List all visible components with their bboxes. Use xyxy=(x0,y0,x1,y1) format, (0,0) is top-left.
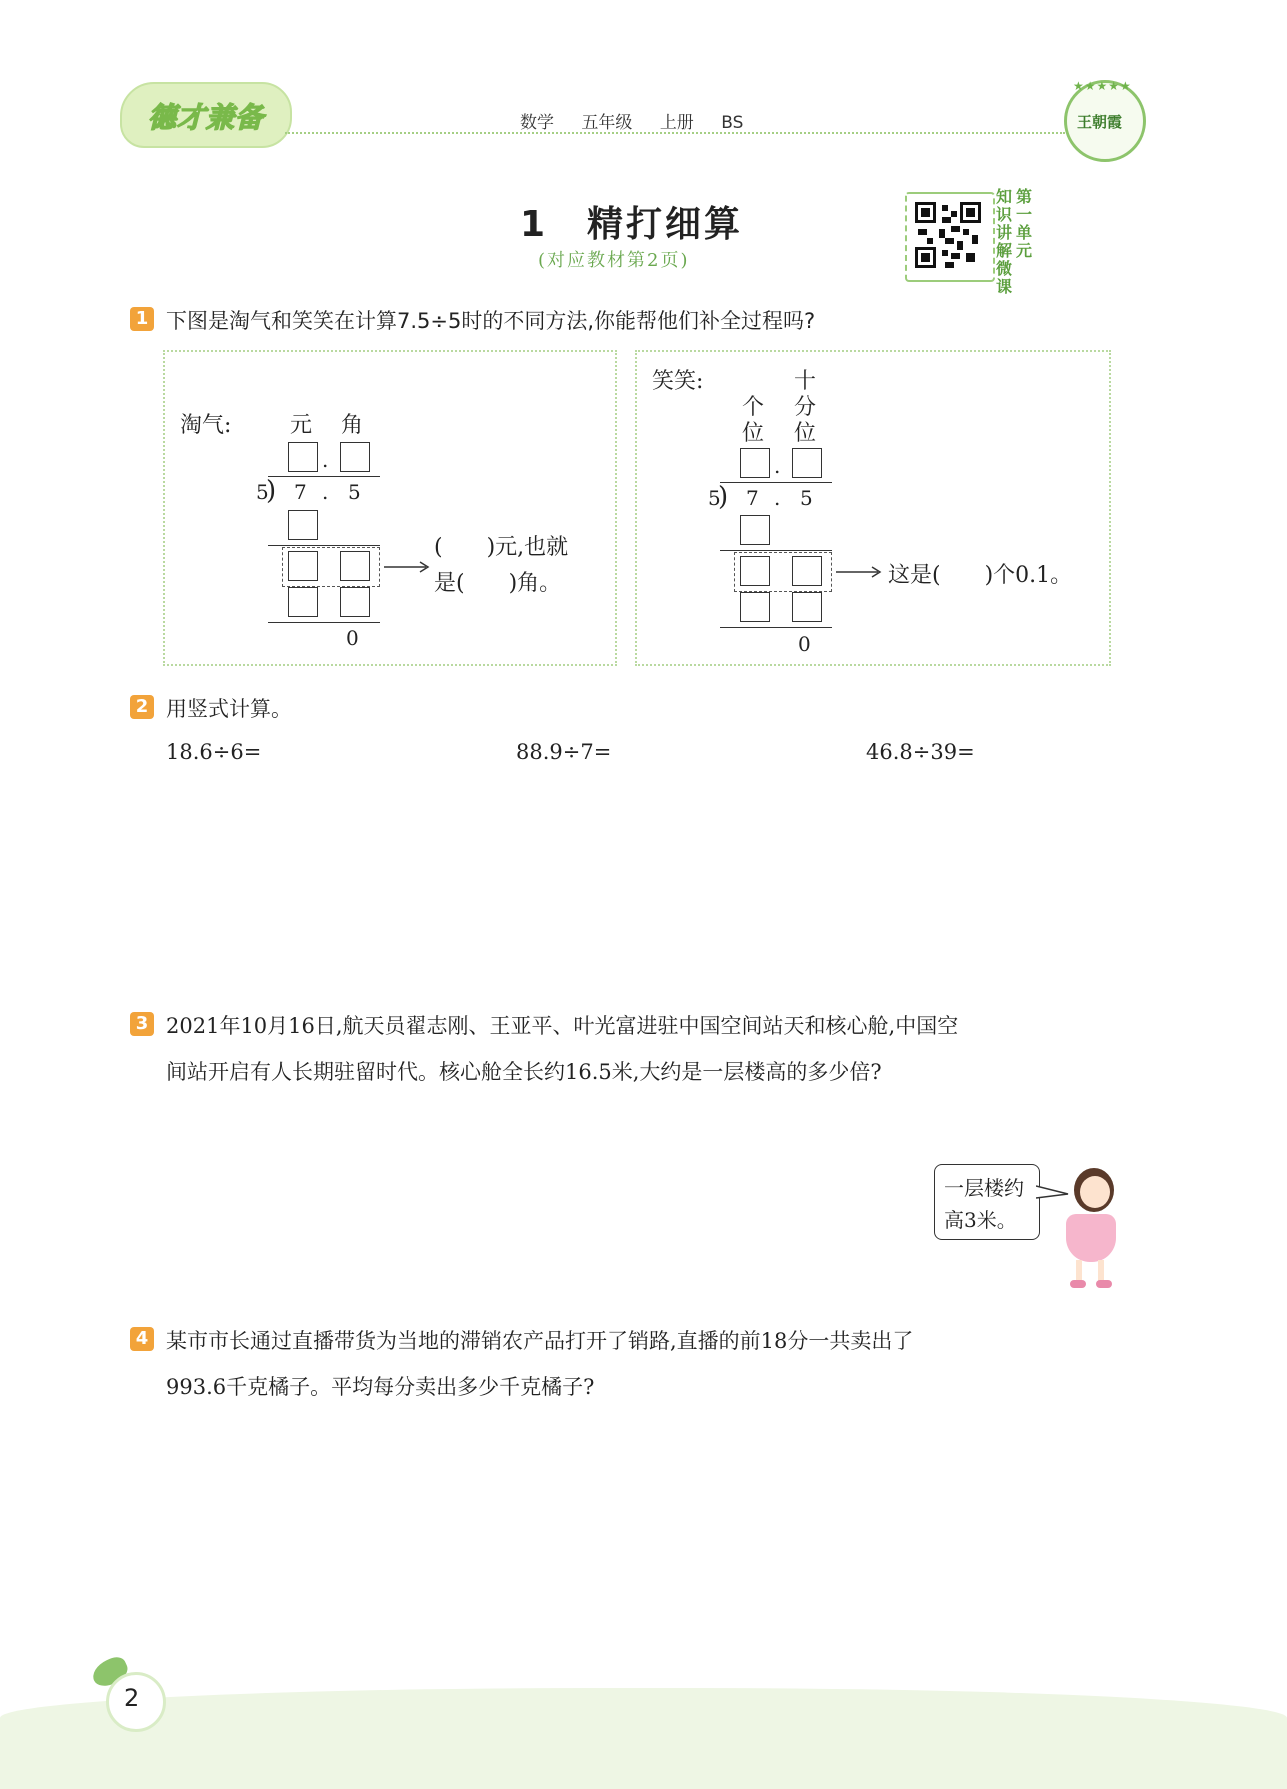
quotient-dot: . xyxy=(322,448,329,472)
ones-label-line2: 位 xyxy=(742,421,765,446)
question-1-text: 下图是淘气和笑笑在计算7.5÷5时的不同方法,你能帮他们补全过程吗? xyxy=(166,309,816,333)
remainder-box-2[interactable] xyxy=(340,551,370,581)
ones-label-line1: 个 xyxy=(742,395,765,420)
qr-code-icon[interactable] xyxy=(915,202,981,268)
quotient-dot-r: . xyxy=(774,454,781,478)
question-4-line2: 993.6千克橘子。平均每分卖出多少千克橘子? xyxy=(166,1375,595,1399)
girl-face-icon xyxy=(1080,1176,1110,1208)
quotient-box-ones-r[interactable] xyxy=(740,448,770,478)
yuan-column-label: 元 xyxy=(290,413,313,438)
bubble-line-2: 高3米。 xyxy=(944,1208,1017,1232)
xiaoxiao-label: 笑笑: xyxy=(652,369,704,394)
product-box-2b[interactable] xyxy=(340,587,370,617)
question-number-2: 2 xyxy=(130,695,154,719)
subtraction-line-2 xyxy=(268,622,380,623)
stars-icon: ★★★★★ xyxy=(1073,79,1132,93)
product-box-2a-r[interactable] xyxy=(740,592,770,622)
volume-label: 上册 xyxy=(659,113,694,133)
brand-text: 德才兼备 xyxy=(148,101,265,134)
arrow-icon-r xyxy=(836,565,884,579)
tenths-count-text: 这是( )个0.1。 xyxy=(888,563,1073,588)
tenths-label-line1: 分 xyxy=(794,395,817,420)
footer-band xyxy=(0,1688,1287,1789)
subject-label: 数学 xyxy=(520,113,554,133)
jiao-column-label: 角 xyxy=(341,413,364,438)
header-info xyxy=(520,108,765,133)
final-remainder-r: 0 xyxy=(798,632,811,656)
dividend-dot-r: . xyxy=(774,486,781,510)
page-title: 1 精打细算 xyxy=(520,204,744,245)
remainder-box-1-r[interactable] xyxy=(740,556,770,586)
product-box-r[interactable] xyxy=(740,515,770,545)
dividend-int-r: 7 xyxy=(746,486,759,510)
jiao-blank-text: 是( )角。 xyxy=(434,571,562,596)
unit-label-green: 第 一 单 元 xyxy=(1016,187,1033,260)
remainder-box-1[interactable] xyxy=(288,551,318,581)
taoqi-panel xyxy=(163,350,617,666)
dividend-int: 7 xyxy=(294,480,307,504)
bubble-line-1: 一层楼约 xyxy=(944,1176,1024,1200)
remainder-box-2-r[interactable] xyxy=(792,556,822,586)
xiaoxiao-panel xyxy=(635,350,1111,666)
question-4-line1: 某市市长通过直播带货为当地的滞销农产品打开了销路,直播的前18分一共卖出了 xyxy=(166,1329,914,1353)
dividend-dec: 5 xyxy=(348,480,361,504)
question-3-line2: 间站开启有人长期驻留时代。核心舱全长约16.5米,大约是一层楼高的多少倍? xyxy=(166,1060,882,1084)
division-bracket-line xyxy=(268,476,380,477)
question-number-1: 1 xyxy=(130,307,154,331)
question-2-text: 用竖式计算。 xyxy=(166,697,292,721)
girl-shoe-icon xyxy=(1096,1280,1112,1288)
product-box-2a[interactable] xyxy=(288,587,318,617)
question-number-4: 4 xyxy=(130,1327,154,1351)
final-remainder: 0 xyxy=(346,626,359,650)
badge-name: 王朝霞 xyxy=(1077,113,1123,131)
bubble-tail xyxy=(1036,1182,1070,1202)
subtraction-line-1-r xyxy=(720,550,832,551)
tenths-label-line0: 十 xyxy=(794,369,817,394)
subtraction-line-1 xyxy=(268,545,380,546)
question-3-line1: 2021年10月16日,航天员翟志刚、王亚平、叶光富进驻中国空间站天和核心舱,中国空 xyxy=(166,1014,959,1038)
divisor: 5 xyxy=(256,480,269,504)
quotient-box-ones[interactable] xyxy=(288,442,318,472)
problem-1: 18.6÷6= xyxy=(166,740,262,764)
problem-3: 46.8÷39= xyxy=(866,740,975,764)
yuan-blank-text: ( )元,也就 xyxy=(434,535,569,560)
division-bracket-r: ) xyxy=(718,482,729,512)
dividend-dot: . xyxy=(322,480,329,504)
page-subtitle: (对应教材第2页) xyxy=(538,250,690,271)
quotient-box-tenths[interactable] xyxy=(340,442,370,472)
divisor-r: 5 xyxy=(708,486,721,510)
division-bracket-line-r xyxy=(720,482,832,483)
author-badge xyxy=(1064,80,1146,162)
problem-2: 88.9÷7= xyxy=(516,740,612,764)
tenths-label-line2: 位 xyxy=(794,421,817,446)
microlesson-label: 知 识 讲 解 微 课 xyxy=(996,187,1013,296)
product-box[interactable] xyxy=(288,510,318,540)
girl-dress-icon xyxy=(1066,1214,1116,1262)
division-bracket: ) xyxy=(266,476,277,506)
product-box-2b-r[interactable] xyxy=(792,592,822,622)
arrow-icon xyxy=(384,560,432,574)
girl-shoe-icon xyxy=(1070,1280,1086,1288)
page-number: 2 xyxy=(124,1684,140,1712)
subtraction-line-2-r xyxy=(720,627,832,628)
grade-label: 五年级 xyxy=(581,113,633,133)
quotient-box-tenths-r[interactable] xyxy=(792,448,822,478)
dividend-dec-r: 5 xyxy=(800,486,813,510)
question-number-3: 3 xyxy=(130,1012,154,1036)
taoqi-label: 淘气: xyxy=(180,413,232,438)
edition-label: BS xyxy=(721,113,744,133)
